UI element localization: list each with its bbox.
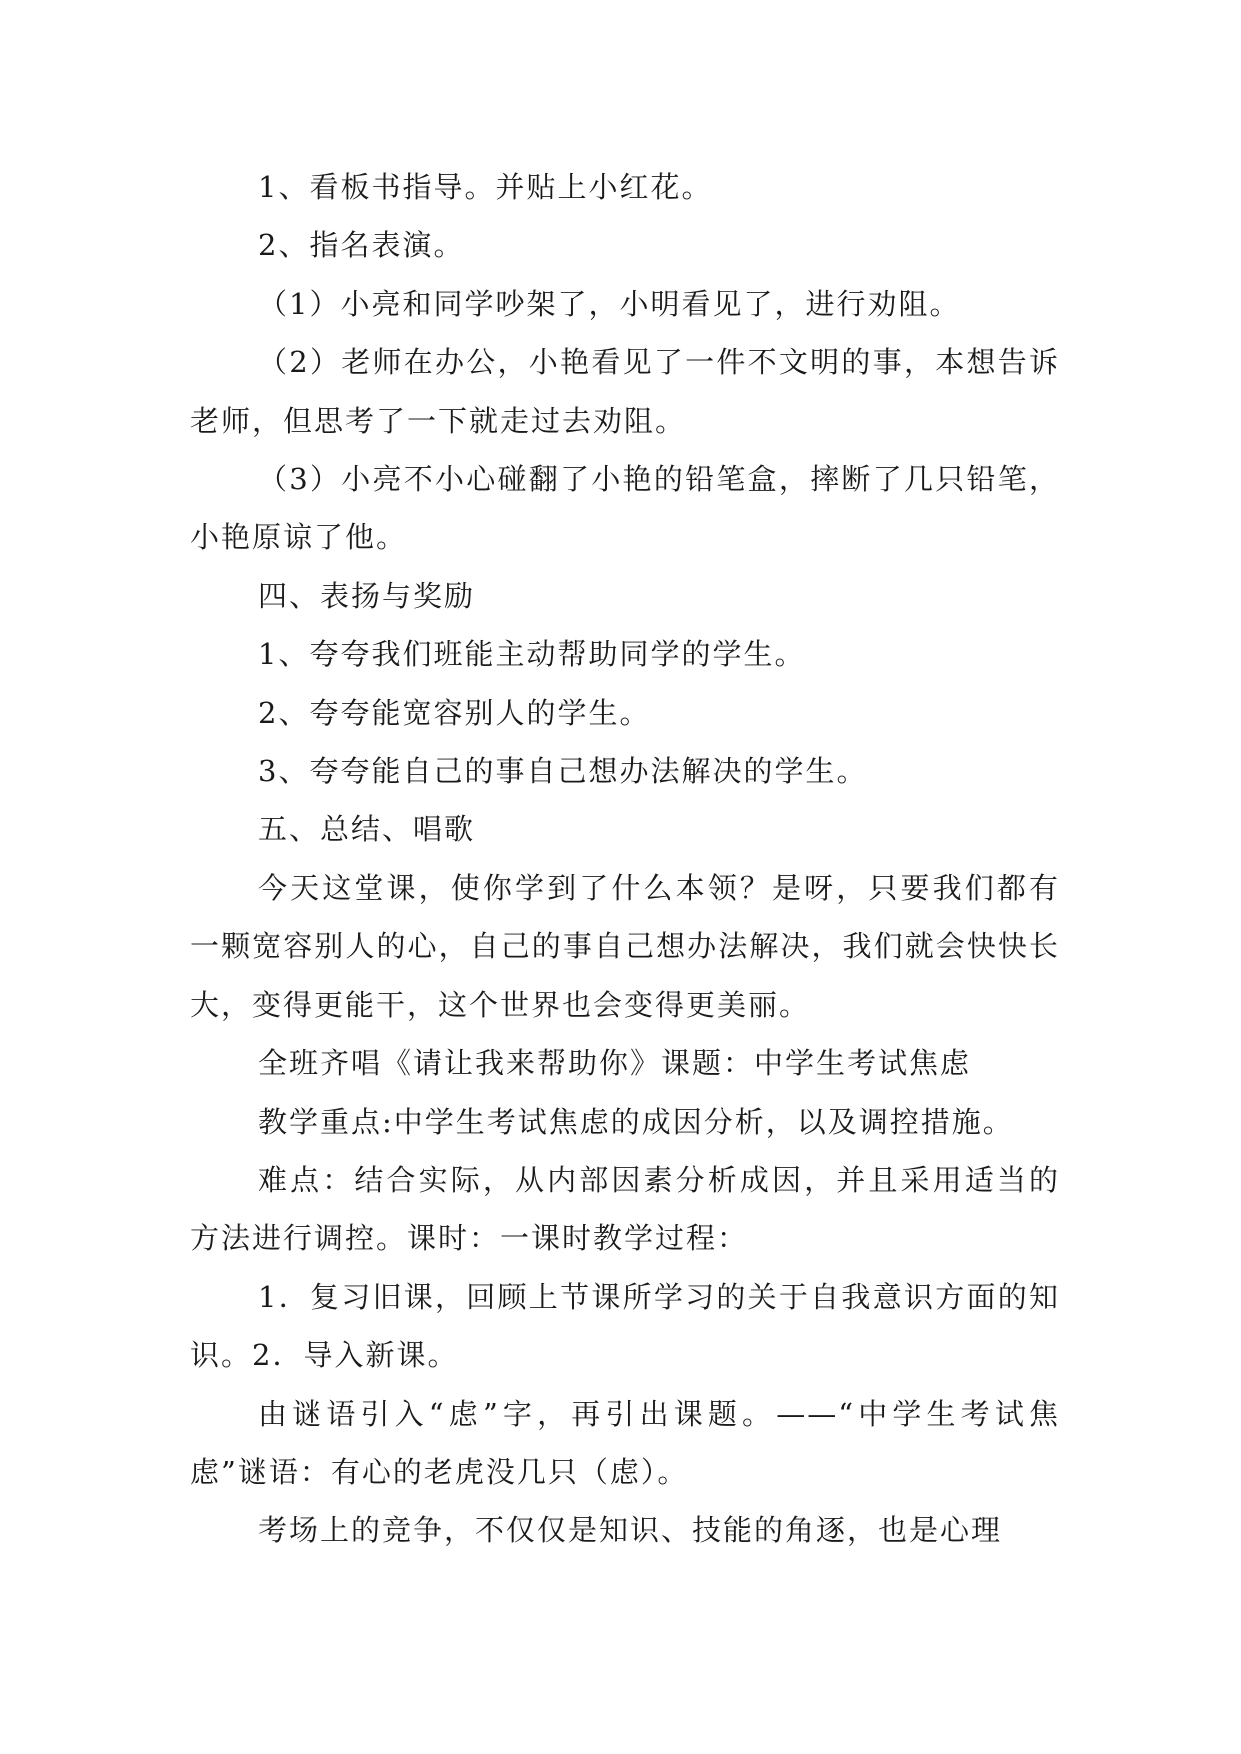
paragraph: （3）小亮不小心碰翻了小艳的铅笔盒，摔断了几只铅笔，小艳原谅了他。 <box>190 462 1060 555</box>
section-heading: 五、总结、唱歌 <box>258 812 476 847</box>
paragraph: 由谜语引入“虑”字，再引出课题。——“中学生考试焦虑”谜语：有心的老虎没几只（虑）。 <box>190 1396 1060 1489</box>
document-body <box>190 158 1060 1560</box>
paragraph: 考场上的竞争，不仅仅是知识、技能的角逐，也是心理 <box>258 1513 1003 1548</box>
paragraph: 难点：结合实际，从内部因素分析成因，并且采用适当的方法进行调控。课时：一课时教学过程： <box>190 1162 1060 1256</box>
paragraph: 1、看板书指导。并贴上小红花。 <box>258 170 713 204</box>
paragraph: 2、指名表演。 <box>258 228 465 263</box>
paragraph: 1、夸夸我们班能主动帮助同学的学生。 <box>258 637 806 672</box>
paragraph: 2、夸夸能宽容别人的学生。 <box>258 695 651 730</box>
paragraph: 1．复习旧课，回顾上节课所学习的关于自我意识方面的知识。2．导入新课。 <box>190 1279 1060 1373</box>
paragraph: 教学重点:中学生考试焦虑的成因分析，以及调控措施。 <box>258 1104 1014 1139</box>
section-heading: 四、表扬与奖励 <box>258 578 476 613</box>
paragraph: （1）小亮和同学吵架了，小明看见了，进行劝阻。 <box>258 286 961 321</box>
paragraph: 今天这堂课，使你学到了什么本领？是呀，只要我们都有一颗宽容别人的心，自己的事自己想办法解决，我们就会快快长大，变得更能干，这个世界也会变得更美丽。 <box>190 870 1060 1022</box>
paragraph: 全班齐唱《请让我来帮助你》课题：中学生考试焦虑 <box>258 1046 972 1081</box>
paragraph: 3、夸夸能自己的事自己想办法解决的学生。 <box>258 754 868 789</box>
paragraph: （2）老师在办公，小艳看见了一件不文明的事，本想告诉老师，但思考了一下就走过去劝阻。 <box>190 345 1060 438</box>
